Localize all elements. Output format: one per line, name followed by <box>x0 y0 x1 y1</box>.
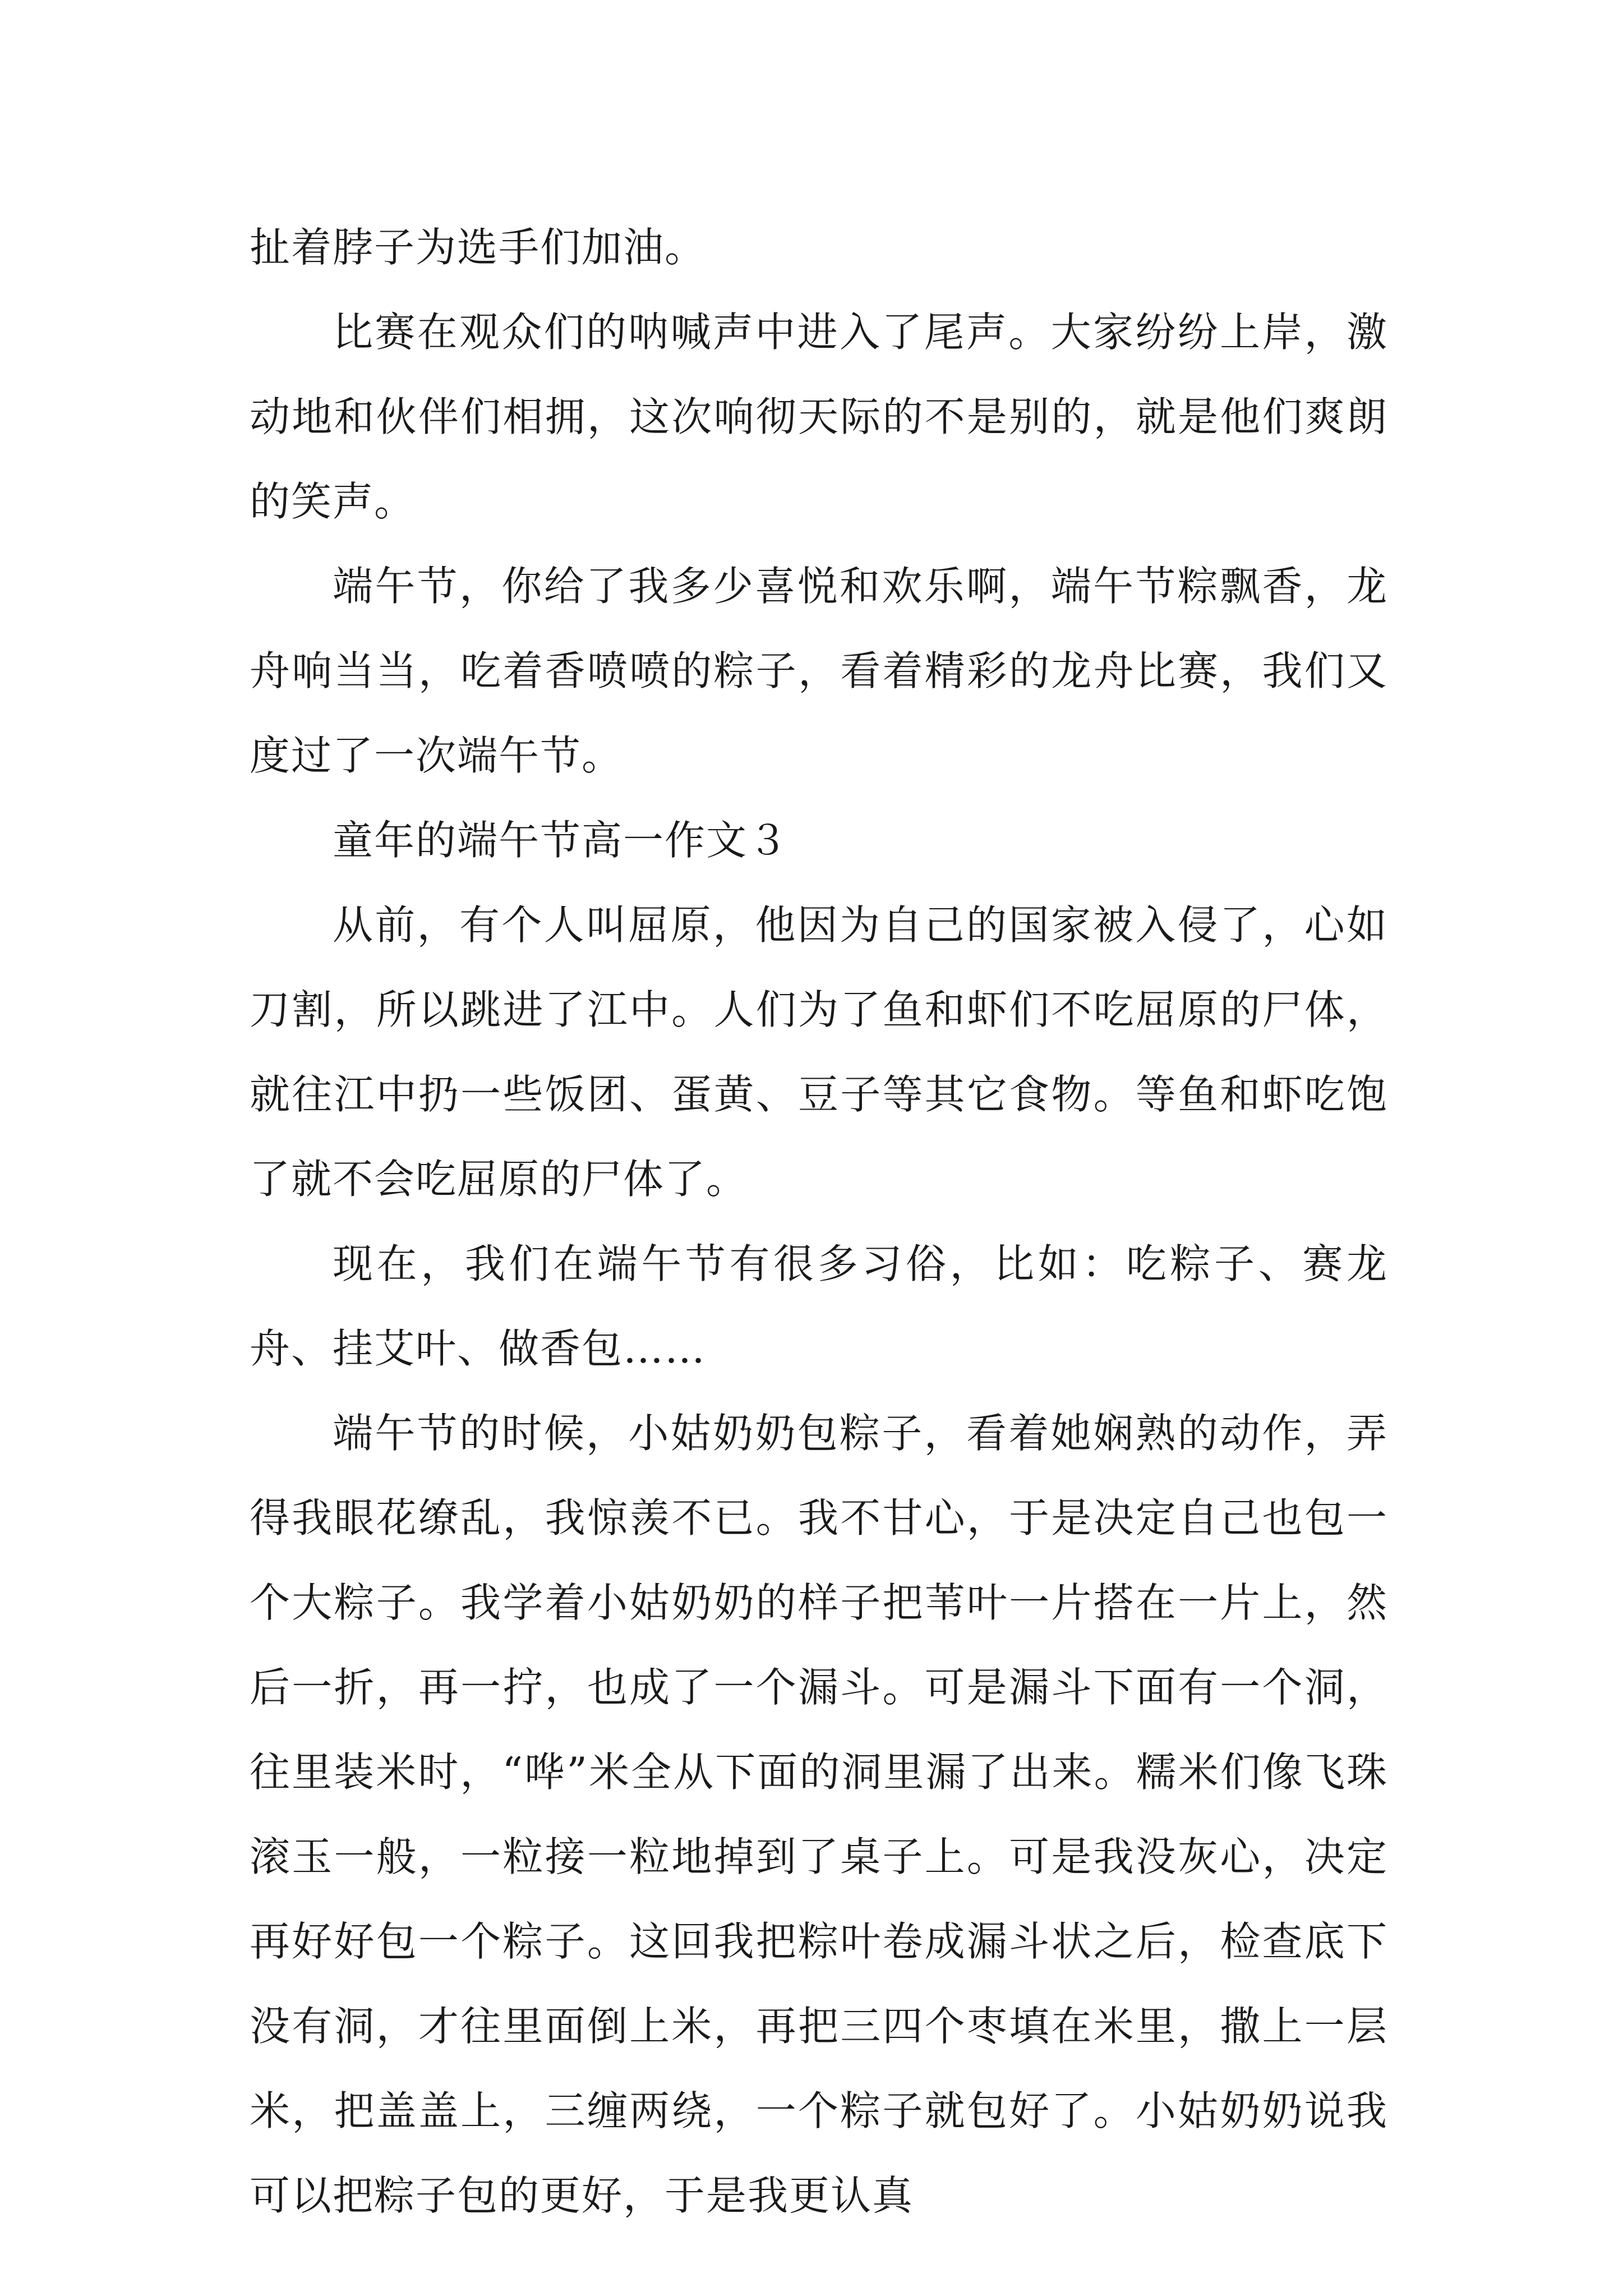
paragraph: 现在，我们在端午节有很多习俗，比如：吃粽子、赛龙舟、挂艾叶、做香包…… <box>250 1240 1388 1372</box>
paragraph: 从前，有个人叫屈原，他因为自己的国家被入侵了，心如刀割，所以跳进了江中。人们为了鱼和虾们不吃屈原的尸体，就往江中扔一些饭团、蛋黄、豆子等其它食物。等鱼和虾吃饱了就不会吃屈原的尸体了。 <box>250 901 1388 1203</box>
paragraph: 端午节，你给了我多少喜悦和欢乐啊，端午节粽飘香，龙舟响当当，吃着香喷喷的粽子，看着精彩的龙舟比赛，我们又度过了一次端午节。 <box>250 563 1388 779</box>
section-heading: 童年的端午节高一作文３ <box>333 817 790 864</box>
paragraph: 端午节的时候，小姑奶奶包粽子，看着她娴熟的动作，弄得我眼花缭乱，我惊羡不已。我不甘心，于是决定自己也包一个大粽子。我学着小姑奶奶的样子把苇叶一片搭在一片上，然后一折，再一拧，也成了一个漏斗。可是漏斗下面有一个洞，往里装米时，“哗”米全从下面的洞里漏了出来。糯米们像飞珠滚玉一般，一粒接一粒地掉到了桌子上。可是我没灰心，决定再好好包一个粽子。这回我把粽叶卷成漏斗状之后，检查底下没有洞，才往里面倒上米，再把三四个枣填在米里，撒上一层米，把盖盖上，三缠两绕，一个粽子就包好了。小姑奶奶说我可以把粽子包的更好，于是我更认真 <box>250 1410 1388 2219</box>
paragraph: 比赛在观众们的呐喊声中进入了尾声。大家纷纷上岸，激动地和伙伴们相拥，这次响彻天际的不是别的，就是他们爽朗的笑声。 <box>250 309 1388 525</box>
body-text <box>250 205 1388 2238</box>
paragraph-continuation: 扯着脖子为选手们加油。 <box>250 224 707 271</box>
